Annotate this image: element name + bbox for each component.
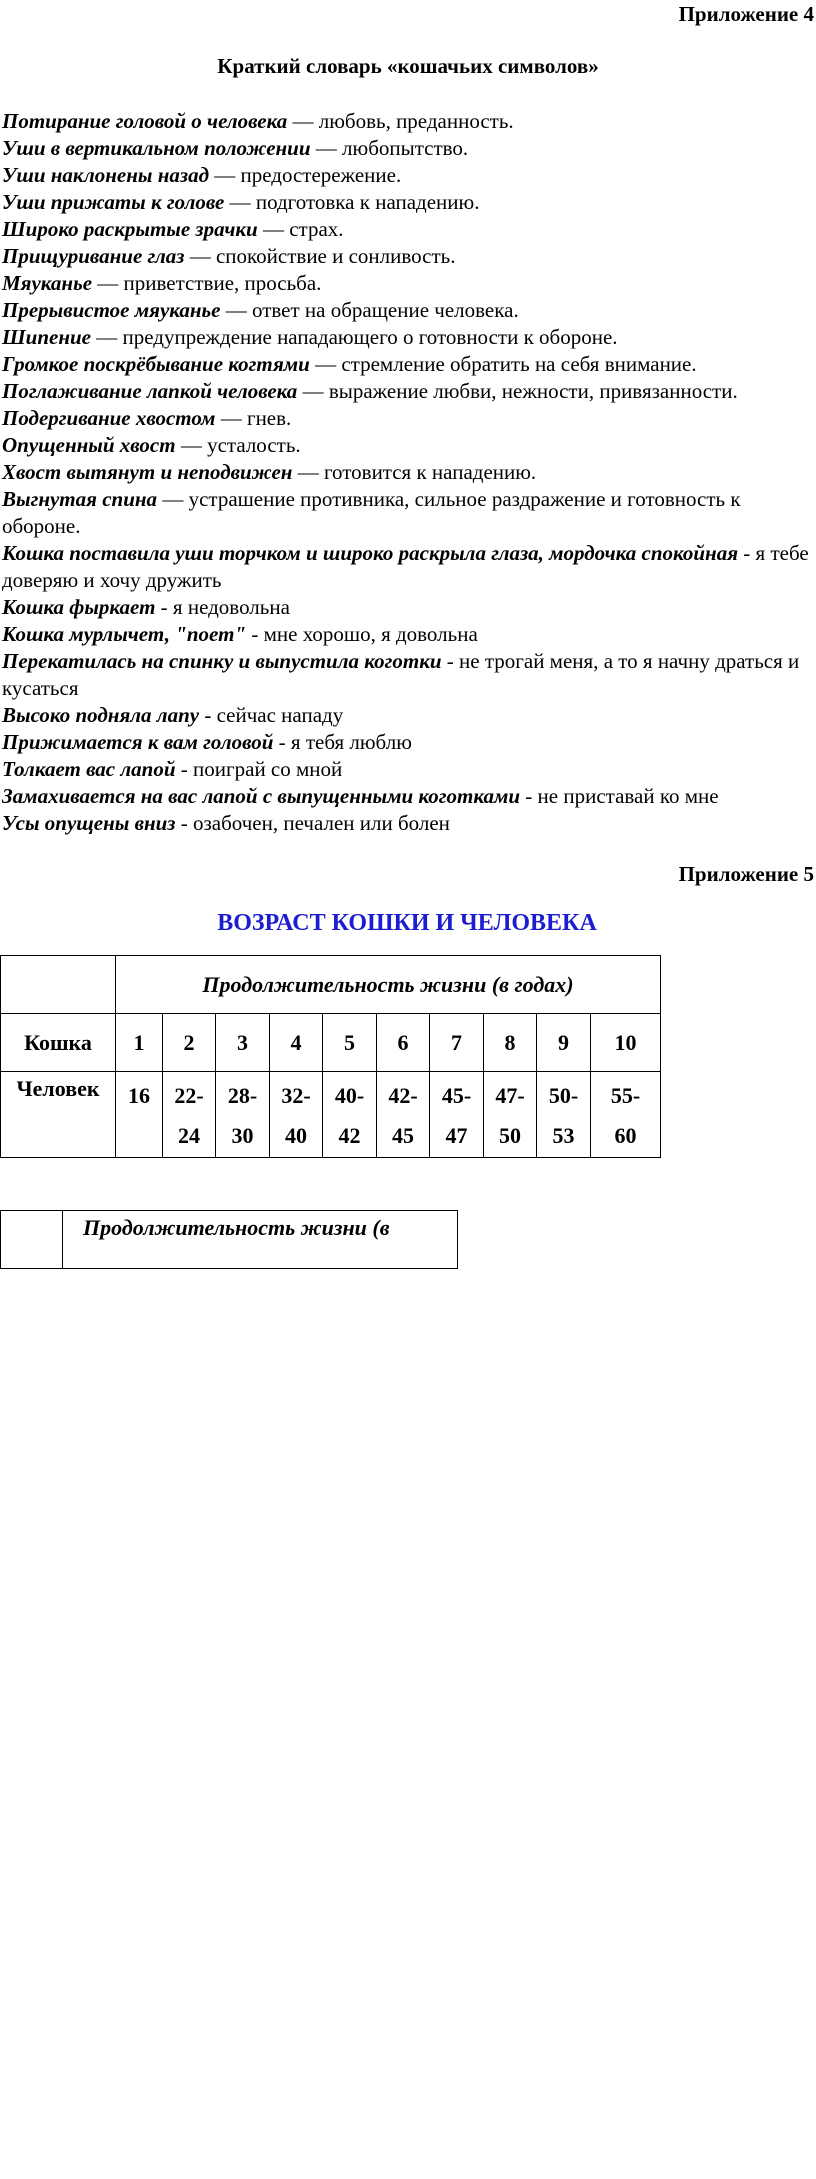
glossary-description: мне хорошо, я довольна (263, 622, 478, 646)
glossary-term: Замахивается на вас лапой с выпущенными коготками (2, 784, 521, 808)
glossary-description: гнев. (246, 406, 292, 430)
glossary-separator: — (157, 487, 189, 511)
glossary-separator: — (90, 325, 123, 349)
cat-age-cell: 3 (216, 1014, 270, 1072)
glossary-term: Хвост вытянут и неподвижен (2, 460, 293, 484)
human-age-cell (270, 1072, 323, 1158)
human-age-line: 32- (281, 1083, 311, 1108)
glossary-item (2, 810, 814, 837)
glossary-description: стремление обратить на себя внимание. (341, 352, 697, 376)
human-age-cell (430, 1072, 484, 1158)
human-age-line: 45- (441, 1083, 472, 1108)
glossary-item (2, 783, 814, 810)
human-age-line: 16 (128, 1083, 150, 1108)
glossary-item (2, 432, 814, 459)
cat-age-cell: 10 (591, 1014, 661, 1072)
glossary-separator: — (310, 136, 343, 160)
glossary-item (2, 216, 814, 243)
glossary-item (2, 405, 814, 432)
lifespan-header: Продолжительность жизни (в годах) (116, 956, 661, 1014)
glossary-separator: — (297, 379, 329, 403)
glossary-separator: — (224, 190, 256, 214)
glossary-separator: — (92, 271, 124, 295)
glossary-description: устрашение противника, сильное раздражение и готовность к обороне. (2, 487, 741, 538)
table2-lifespan-header: Продолжительность жизни (в (63, 1211, 458, 1269)
glossary-term: Поглаживание лапкой человека (2, 379, 298, 403)
glossary-separator: - (273, 730, 291, 754)
human-age-line: 55- (610, 1083, 641, 1108)
cat-age-cell: 4 (270, 1014, 323, 1072)
glossary-term: Мяуканье (2, 271, 93, 295)
glossary-term: Опущенный хвост (2, 433, 176, 457)
appendix-5-label: Приложение 5 (678, 862, 814, 886)
human-row (1, 1072, 661, 1158)
human-age-line: 50- (548, 1083, 579, 1108)
human-age-cell (537, 1072, 591, 1158)
human-age-line: 42- (388, 1083, 418, 1108)
human-age-line: 47- (495, 1083, 525, 1108)
glossary-description: спокойствие и сонливость. (215, 244, 456, 268)
age-table-title: ВОЗРАСТ КОШКИ И ЧЕЛОВЕКА (217, 910, 597, 936)
glossary-separator: — (220, 298, 252, 322)
human-age-line: 40- (334, 1083, 365, 1108)
glossary-description: не трогай меня, а то я начну драться и кусаться (2, 649, 800, 700)
glossary-title: Краткий словарь «кошачьих символов» (217, 54, 599, 78)
cat-age-cell: 1 (116, 1014, 163, 1072)
cat-age-cell: 8 (484, 1014, 537, 1072)
glossary-separator: - (441, 649, 460, 673)
glossary-term: Громкое поскрёбывание когтями (2, 352, 310, 376)
human-age-cell (484, 1072, 537, 1158)
glossary-separator: — (287, 109, 319, 133)
glossary-description: любопытство. (342, 136, 469, 160)
human-age-line: 60 (614, 1123, 637, 1148)
glossary-term: Прищуривание глаз (2, 244, 185, 268)
glossary-separator: — (309, 352, 342, 376)
glossary-item (2, 270, 814, 297)
glossary-item (2, 189, 814, 216)
glossary-separator: — (292, 460, 324, 484)
glossary-description: усталость. (207, 433, 301, 457)
glossary-item (2, 702, 814, 729)
glossary-item (2, 243, 814, 270)
glossary-term: Шипение (2, 325, 91, 349)
table-header-row (1, 956, 661, 1014)
human-age-cell (377, 1072, 430, 1158)
cat-age-cell: 5 (323, 1014, 377, 1072)
table2-header-row (1, 1211, 458, 1269)
glossary-separator: - (175, 811, 193, 835)
glossary-description: я тебе доверяю и хочу дружить (2, 541, 809, 592)
glossary-separator: — (257, 217, 290, 241)
glossary-description: сейчас нападу (216, 703, 344, 727)
glossary-list (2, 108, 814, 837)
glossary-description: я тебя люблю (290, 730, 412, 754)
glossary-term: Уши прижаты к голове (2, 190, 225, 214)
glossary-term: Потирание головой о человека (2, 109, 288, 133)
human-age-line: 45 (392, 1123, 414, 1148)
glossary-separator: — (215, 406, 247, 430)
glossary-item (2, 162, 814, 189)
cat-age-cell: 7 (430, 1014, 484, 1072)
glossary-separator: - (738, 541, 756, 565)
glossary-term: Кошка фыркает (2, 595, 156, 619)
glossary-item (2, 621, 814, 648)
glossary-separator: — (184, 244, 216, 268)
glossary-separator: — (175, 433, 208, 457)
age-comparison-table-partial (0, 1210, 458, 1269)
human-age-line: 22- (174, 1083, 204, 1108)
glossary-term: Подергивание хвостом (2, 406, 216, 430)
glossary-term: Широко раскрытые зрачки (2, 217, 258, 241)
glossary-item (2, 648, 814, 702)
glossary-item (2, 135, 814, 162)
cat-age-cell: 2 (163, 1014, 216, 1072)
cat-row (1, 1014, 661, 1072)
glossary-term: Усы опущены вниз (2, 811, 176, 835)
glossary-separator: - (246, 622, 264, 646)
glossary-item (2, 540, 814, 594)
glossary-term: Уши наклонены назад (2, 163, 209, 187)
glossary-item (2, 297, 814, 324)
glossary-description: предупреждение нападающего о готовности к обороне. (122, 325, 618, 349)
human-age-line: 47 (445, 1123, 468, 1148)
human-age-cell (163, 1072, 216, 1158)
human-age-line: 40 (285, 1123, 307, 1148)
glossary-item (2, 351, 814, 378)
glossary-item (2, 756, 814, 783)
glossary-description: не приставай ко мне (537, 784, 719, 808)
glossary-description: я недовольна (172, 595, 290, 619)
appendix-4-label: Приложение 4 (678, 2, 814, 26)
glossary-item (2, 486, 814, 540)
glossary-term: Кошка мурлычет, "поет" (2, 622, 247, 646)
glossary-item (2, 324, 814, 351)
human-age-cell (116, 1072, 163, 1158)
human-age-line: 50 (499, 1123, 521, 1148)
glossary-description: поиграй со мной (193, 757, 343, 781)
glossary-term: Кошка поставила уши торчком и широко раскрыла глаза, мордочка спокойная (2, 541, 739, 565)
glossary-description: озабочен, печален или болен (192, 811, 450, 835)
glossary-term: Перекатилась на спинку и выпустила коготки (2, 649, 442, 673)
glossary-description: любовь, преданность. (318, 109, 514, 133)
human-age-cell (323, 1072, 377, 1158)
glossary-item (2, 729, 814, 756)
cat-row-label: Кошка (1, 1014, 116, 1072)
cat-age-cell: 6 (377, 1014, 430, 1072)
glossary-separator: - (155, 595, 173, 619)
glossary-description: страх. (289, 217, 344, 241)
human-age-cell (591, 1072, 661, 1158)
glossary-item (2, 459, 814, 486)
glossary-item (2, 108, 814, 135)
glossary-item (2, 594, 814, 621)
glossary-separator: - (520, 784, 538, 808)
age-comparison-table (0, 955, 661, 1158)
glossary-term: Уши в вертикальном положении (2, 136, 311, 160)
cat-age-cell: 9 (537, 1014, 591, 1072)
glossary-separator: - (199, 703, 217, 727)
glossary-term: Высоко подняла лапу (2, 703, 200, 727)
human-age-line: 42 (338, 1123, 361, 1148)
human-age-line: 30 (231, 1123, 254, 1148)
human-age-line: 53 (552, 1123, 575, 1148)
glossary-description: выражение любви, нежности, привязанности. (328, 379, 738, 403)
glossary-term: Толкает вас лапой (2, 757, 176, 781)
glossary-description: ответ на обращение человека. (251, 298, 519, 322)
human-age-cell (216, 1072, 270, 1158)
empty-corner-cell (1, 956, 116, 1014)
human-age-line: 24 (178, 1123, 200, 1148)
glossary-term: Прижимается к вам головой (2, 730, 274, 754)
glossary-separator: — (209, 163, 241, 187)
glossary-item (2, 378, 814, 405)
glossary-description: подготовка к нападению. (255, 190, 480, 214)
glossary-term: Прерывистое мяуканье (2, 298, 221, 322)
glossary-term: Выгнутая спина (2, 487, 158, 511)
table2-empty-cell (1, 1211, 63, 1269)
human-row-label: Человек (1, 1072, 116, 1158)
glossary-description: готовится к нападению. (323, 460, 537, 484)
human-age-line: 28- (227, 1083, 258, 1108)
glossary-description: приветствие, просьба. (123, 271, 322, 295)
glossary-separator: - (175, 757, 194, 781)
glossary-description: предостережение. (240, 163, 402, 187)
